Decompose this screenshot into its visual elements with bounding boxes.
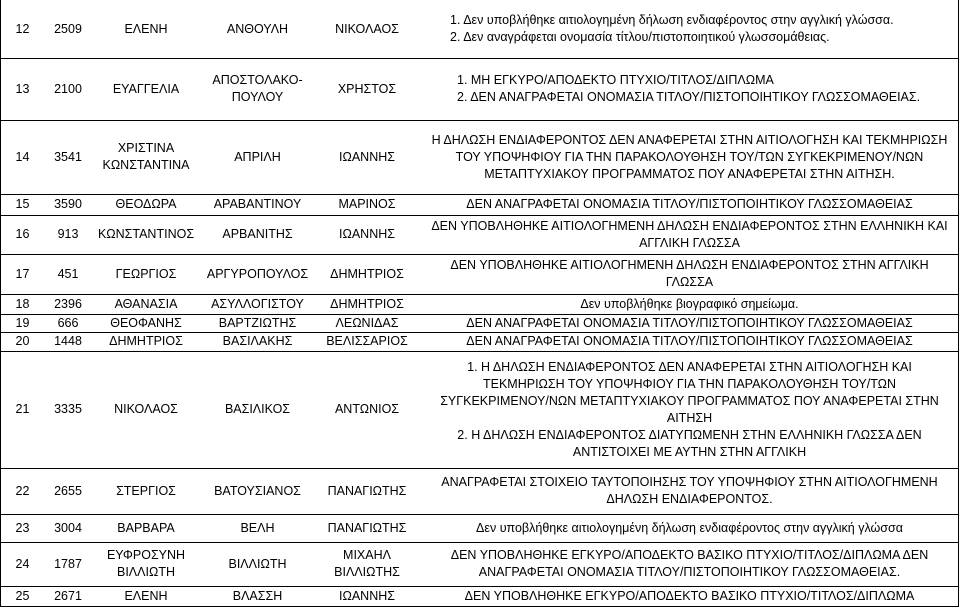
- rejection-note: ΑΝΑΓΡΑΦΕΤΑΙ ΣΤΟΙΧΕΙΟ ΤΑΥΤΟΠΟΙΗΣΗΣ ΤΟΥ ΥΠΟΨΗΦΙΟΥ ΣΤΗΝ ΑΙΤΙΟΛΟΓΗΜΕΝΗ ΔΗΛΩΣΗ ΕΝΔΙΑΦΕΡΟΝΤΟΣ.: [441, 475, 938, 506]
- table-row: [0, 314, 959, 332]
- row-divider: [0, 120, 959, 121]
- row-divider: [0, 468, 959, 469]
- application-id: 2655: [54, 483, 82, 498]
- first-name: ΕΥΑΓΓΕΛΙΑ: [112, 81, 180, 96]
- last-name: ΑΡΒΑΝΙΤΗΣ: [222, 227, 293, 241]
- last-name: ΑΡΑΒΑΝΤΙΝΟΥ: [213, 197, 302, 211]
- rejection-note: ΔΕΝ ΑΝΑΓΡΑΦΕΤΑΙ ΟΝΟΜΑΣΙΑ ΤΙΤΛΟΥ/ΠΙΣΤΟΠΟΙΗΤΙΚΟΥ ΓΛΩΣΣΟΜΑΘΕΙΑΣ: [466, 334, 913, 348]
- first-name: ΕΛΕΝΗ: [124, 588, 168, 603]
- application-id: 666: [57, 315, 79, 330]
- father-name: ΔΗΜΗΤΡΙΟΣ: [330, 266, 404, 281]
- row-number: 14: [15, 149, 30, 164]
- father-name: ΝΙΚΟΛΑΟΣ: [335, 21, 399, 36]
- application-id: 1787: [54, 556, 82, 571]
- row-number: 24: [15, 556, 30, 571]
- first-name: ΧΡΙΣΤΙΝΑ ΚΩΝΣΤΑΝΤΙΝΑ: [102, 141, 190, 172]
- row-divider: [0, 215, 959, 216]
- row-divider: [0, 351, 959, 352]
- table-row: [0, 254, 959, 294]
- first-name: ΘΕΟΔΩΡΑ: [115, 197, 177, 211]
- row-divider: [0, 542, 959, 543]
- row-divider: [0, 254, 959, 255]
- rejection-note: Η ΔΗΛΩΣΗ ΕΝΔΙΑΦΕΡΟΝΤΟΣ ΔΕΝ ΑΝΑΦΕΡΕΤΑΙ ΣΤΗΝ ΑΙΤΙΟΛΟΓΗΣΗ ΚΑΙ ΤΕΚΜΗΡΙΩΣΗ ΤΟΥ ΥΠΟΨΗΦΙΟΥ ΓΙΑ ΤΗΝ ΠΑΡΑΚΟΛΟΥΘΗΣΗ ΤΟΥ/ΤΩΝ ΣΥΓΚΕΚΡΙΜΕΝΟΥ/ΝΩΝ ΜΕΤΑΠΤΥΧΙΑΚΟΥ ΠΡΟΓΡΑΜΜΑΤΟΣ ΠΟΥ ΑΝΑΦΕΡΕΤΑΙ ΣΤΗΝ ΑΙΤΗΣΗ.: [431, 132, 948, 181]
- table-row: [0, 586, 959, 606]
- application-id: 451: [57, 266, 79, 281]
- rejection-note: 1. Η ΔΗΛΩΣΗ ΕΝΔΙΑΦΕΡΟΝΤΟΣ ΔΕΝ ΑΝΑΦΕΡΕΤΑΙ ΣΤΗΝ ΑΙΤΙΟΛΟΓΗΣΗ ΚΑΙ ΤΕΚΜΗΡΙΩΣΗ ΤΟΥ ΥΠΟΨΗΦΙΟΥ ΓΙΑ ΤΗΝ ΠΑΡΑΚΟΛΟΥΘΗΣΗ ΤΟΥ/ΤΩΝ ΣΥΓΚΕΚΡΙΜΕΝΟΥ/ΝΩΝ ΜΕΤΑΠΤΥΧΙΑΚΟΥ ΠΡΟΓΡΑΜΜΑΤΟΣ ΠΟΥ ΑΝΑΦΕΡΕΤΑΙ ΣΤΗΝ ΑΙΤΗΣΗ 2. Η ΔΗΛΩΣΗ ΕΝΔΙΑΦΕΡΟΝΤΟΣ ΔΙΑΤΥΠΩΜΕΝΗ ΣΤΗΝ ΕΛΛΗΝΙΚΗ ΓΛΩΣΣΑ ΔΕΝ ΑΝΤΙΣΤΟΙΧΕΙ ΜΕ ΑΥΤΗΝ ΣΤΗΝ ΑΓΓΛΙΚΗ: [440, 359, 939, 459]
- table-row: [0, 468, 959, 514]
- row-divider: [0, 514, 959, 515]
- row-number: 15: [15, 197, 30, 211]
- last-name: ΒΑΣΙΛΑΚΗΣ: [222, 334, 293, 348]
- row-divider: [0, 294, 959, 295]
- rejection-note: ΔΕΝ ΥΠΟΒΛΗΘΗΚΕ ΕΓΚΥΡΟ/ΑΠΟΔΕΚΤΟ ΒΑΣΙΚΟ ΠΤΥΧΙΟ/ΤΙΤΛΟΣ/ΔΙΠΛΩΜΑ ΔΕΝ ΑΝΑΓΡΑΦΕΤΑΙ ΟΝΟΜΑΣΙΑ ΤΙΤΛΟΥ/ΠΙΣΤΟΠΟΙΗΤΙΚΟΥ ΓΛΩΣΣΟΜΑΘΕΙΑΣ.: [450, 548, 929, 579]
- rejection-note: ΔΕΝ ΥΠΟΒΛΗΘΗΚΕ ΑΙΤΙΟΛΟΓΗΜΕΝΗ ΔΗΛΩΣΗ ΕΝΔΙΑΦΕΡΟΝΤΟΣ ΣΤΗΝ ΕΛΛΗΝΙΚΗ ΚΑΙ ΑΓΓΛΙΚΗ ΓΛΩΣΣΑ: [431, 218, 948, 250]
- table-row: [0, 215, 959, 254]
- first-name: ΓΕΩΡΓΙΟΣ: [115, 266, 177, 281]
- last-name: ΒΑΣΙΛΙΚΟΣ: [224, 402, 291, 416]
- first-name: ΝΙΚΟΛΑΟΣ: [114, 402, 178, 416]
- row-number: 19: [15, 315, 30, 330]
- row-number: 20: [15, 334, 30, 348]
- application-id: 2100: [54, 81, 82, 96]
- table-row: [0, 294, 959, 314]
- application-id: 913: [57, 227, 79, 241]
- application-id: 2509: [54, 21, 82, 36]
- application-id: 3335: [54, 402, 82, 416]
- rejection-note: 1. ΜΗ ΕΓΚΥΡΟ/ΑΠΟΔΕΚΤΟ ΠΤΥΧΙΟ/ΤΙΤΛΟΣ/ΔΙΠΛΩΜΑ 2. ΔΕΝ ΑΝΑΓΡΑΦΕΤΑΙ ΟΝΟΜΑΣΙΑ ΤΙΤΛΟΥ/ΠΙΣΤΟΠΟΙΗΤΙΚΟΥ ΓΛΩΣΣΟΜΑΘΕΙΑΣ.: [457, 73, 921, 104]
- rejection-note: 1. Δεν υποβλήθηκε αιτιολογημένη δήλωση ενδιαφέροντος στην αγγλική γλώσσα. 2. Δεν αναγράφεται ονομασία τίτλου/πιστοποιητικού γλωσσομάθειας.: [450, 13, 894, 44]
- first-name: ΘΕΟΦΑΝΗΣ: [110, 315, 182, 330]
- last-name: ΒΙΛΛΙΩΤΗ: [228, 556, 287, 571]
- row-divider: [0, 314, 959, 315]
- last-name: ΒΛΑΣΣΗ: [232, 588, 283, 603]
- row-number: 12: [15, 21, 30, 36]
- table-row: [0, 0, 959, 58]
- first-name: ΣΤΕΡΓΙΟΣ: [116, 483, 176, 498]
- father-name: ΠΑΝΑΓΙΩΤΗΣ: [327, 520, 407, 535]
- father-name: ΙΩΑΝΝΗΣ: [339, 588, 395, 603]
- application-id: 3590: [54, 197, 82, 211]
- first-name: ΕΛΕΝΗ: [124, 21, 168, 36]
- row-number: 21: [15, 402, 30, 416]
- rejection-note: ΔΕΝ ΑΝΑΓΡΑΦΕΤΑΙ ΟΝΟΜΑΣΙΑ ΤΙΤΛΟΥ/ΠΙΣΤΟΠΟΙΗΤΙΚΟΥ ΓΛΩΣΣΟΜΑΘΕΙΑΣ: [466, 197, 913, 211]
- first-name: ΑΘΑΝΑΣΙΑ: [114, 296, 178, 311]
- row-divider: [0, 332, 959, 333]
- column-divider: [0, 0, 1, 607]
- last-name: ΒΑΡΤΖΙΩΤΗΣ: [218, 315, 297, 330]
- father-name: ΙΩΑΝΝΗΣ: [339, 227, 395, 241]
- last-name: ΒΕΛΗ: [240, 520, 275, 535]
- first-name: ΒΑΡΒΑΡΑ: [117, 520, 175, 535]
- table-row: [0, 332, 959, 351]
- table-row: [0, 194, 959, 215]
- first-name: ΔΗΜΗΤΡΙΟΣ: [109, 334, 183, 348]
- table-row: [0, 351, 959, 468]
- rejection-note: ΔΕΝ ΥΠΟΒΛΗΘΗΚΕ ΕΓΚΥΡΟ/ΑΠΟΔΕΚΤΟ ΒΑΣΙΚΟ ΠΤΥΧΙΟ/ΤΙΤΛΟΣ/ΔΙΠΛΩΜΑ: [464, 588, 915, 603]
- row-number: 22: [15, 483, 30, 498]
- row-divider: [0, 194, 959, 195]
- father-name: ΒΕΛΙΣΣΑΡΙΟΣ: [326, 334, 408, 348]
- first-name: ΕΥΦΡΟΣΥΝΗ ΒΙΛΛΙΩΤΗ: [106, 548, 186, 579]
- row-divider: [0, 586, 959, 587]
- application-id: 3004: [54, 520, 82, 535]
- row-number: 18: [15, 296, 30, 311]
- rejection-note: Δεν υποβλήθηκε βιογραφικό σημείωμα.: [580, 296, 799, 311]
- last-name: ΑΠΡΙΛΗ: [234, 149, 281, 164]
- father-name: ΙΩΑΝΝΗΣ: [339, 149, 395, 164]
- row-number: 16: [15, 227, 30, 241]
- father-name: ΔΗΜΗΤΡΙΟΣ: [330, 296, 404, 311]
- table-row: [0, 542, 959, 586]
- application-id: 1448: [54, 334, 82, 348]
- rejection-note: Δεν υποβλήθηκε αιτιολογημένη δήλωση ενδιαφέροντος στην αγγλική γλώσσα: [476, 520, 903, 535]
- row-number: 23: [15, 520, 30, 535]
- row-number: 13: [15, 81, 30, 96]
- application-id: 2396: [54, 296, 82, 311]
- rejection-note: ΔΕΝ ΥΠΟΒΛΗΘΗΚΕ ΑΙΤΙΟΛΟΓΗΜΕΝΗ ΔΗΛΩΣΗ ΕΝΔΙΑΦΕΡΟΝΤΟΣ ΣΤΗΝ ΑΓΓΛΙΚΗ ΓΛΩΣΣΑ: [450, 258, 929, 289]
- row-number: 25: [15, 588, 30, 603]
- table-row: [0, 120, 959, 194]
- rejection-note: ΔΕΝ ΑΝΑΓΡΑΦΕΤΑΙ ΟΝΟΜΑΣΙΑ ΤΙΤΛΟΥ/ΠΙΣΤΟΠΟΙΗΤΙΚΟΥ ΓΛΩΣΣΟΜΑΘΕΙΑΣ: [466, 315, 913, 330]
- table-row: [0, 514, 959, 542]
- application-id: 3541: [54, 149, 82, 164]
- father-name: ΑΝΤΩΝΙΟΣ: [334, 402, 400, 416]
- father-name: ΜΙΧΑΗΛ ΒΙΛΛΙΩΤΗΣ: [334, 548, 400, 579]
- father-name: ΜΑΡΙΝΟΣ: [338, 197, 396, 211]
- last-name: ΒΑΤΟΥΣΙΑΝΟΣ: [214, 483, 301, 498]
- father-name: ΠΑΝΑΓΙΩΤΗΣ: [327, 483, 407, 498]
- father-name: ΛΕΩΝΙΔΑΣ: [335, 315, 399, 330]
- last-name: ΑΝΘΟΥΛΗ: [226, 21, 289, 36]
- table-row: [0, 58, 959, 120]
- last-name: ΑΣΥΛΛΟΓΙΣΤΟΥ: [211, 296, 304, 311]
- last-name: ΑΡΓΥΡΟΠΟΥΛΟΣ: [206, 266, 309, 281]
- first-name: ΚΩΝΣΤΑΝΤΙΝΟΣ: [97, 227, 195, 241]
- row-divider: [0, 58, 959, 59]
- father-name: ΧΡΗΣΤΟΣ: [337, 81, 397, 96]
- application-id: 2671: [54, 588, 82, 603]
- row-number: 17: [15, 266, 30, 281]
- last-name: ΑΠΟΣΤΟΛΑΚΟ- ΠΟΥΛΟΥ: [212, 73, 303, 104]
